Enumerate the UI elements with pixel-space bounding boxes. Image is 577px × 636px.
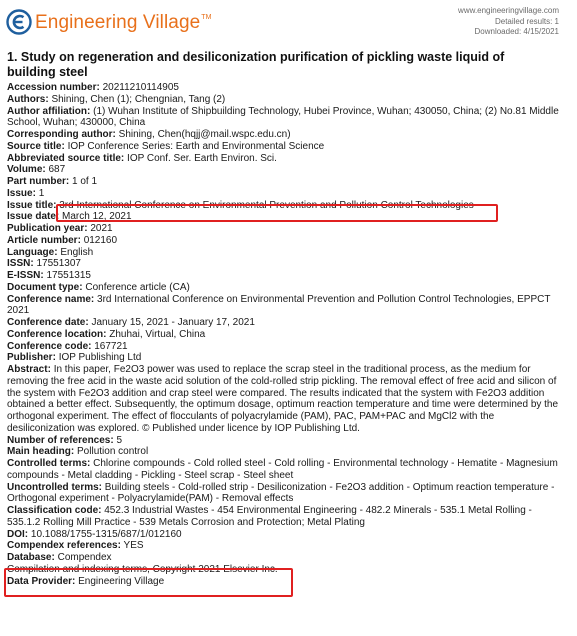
field-row (7, 153, 559, 165)
field-value: Compilation and indexing terms, Copyright 2021 Elsevier Inc. (7, 563, 278, 575)
field-label: Number of references: (7, 434, 114, 446)
field-label: Controlled terms: (7, 458, 91, 469)
field-value: March 12, 2021 (62, 211, 132, 223)
field-label: Conference date: (7, 317, 89, 328)
field-row (7, 129, 559, 141)
field-label: Source title: (7, 140, 65, 152)
highlight-database (4, 568, 293, 597)
brand-name[interactable]: Engineering Village™ (35, 12, 212, 33)
field-row (7, 446, 559, 458)
field-value: 3rd International Conference on Environmental Prevention and Pollution Control Technologies (59, 199, 474, 211)
field-label: ISSN: (7, 258, 34, 270)
field-value: Pollution control (77, 446, 149, 458)
field-label: Main heading: (7, 446, 75, 458)
field-value: (1) Wuhan Institute of Shipbuilding Technology, Hubei Province, Wuhan; 430050, China; (2) No.81 Middle School, Wuhan; 430000, China (7, 105, 559, 129)
field-label: Database: (7, 552, 55, 563)
field-label: Abstract: (7, 364, 51, 375)
field-value: English (60, 246, 94, 258)
field-label: Language: (7, 246, 58, 258)
field-row (7, 352, 559, 364)
field-label: Accession number: (7, 82, 100, 93)
field-row (7, 282, 559, 294)
field-value: Zhuhai, Virtual, China (109, 328, 206, 340)
field-label: Publication year: (7, 223, 88, 234)
field-value: Shining, Chen (1); Chengnian, Tang (2) (51, 93, 226, 105)
field-label: Author affiliation: (7, 105, 91, 117)
header (0, 0, 577, 44)
field-row (7, 482, 559, 506)
field-value: Conference article (CA) (85, 281, 190, 293)
field-value: Building steels - Cold-rolled strip - Desiliconization - Fe2O3 addition - Optimum reaction temperature - Orthogonal experiment - Polyacrylamide(PAM) - Removal effects (7, 481, 555, 505)
field-row (7, 258, 559, 270)
field-value: 3rd International Conference on Environmental Prevention and Pollution Control Technologies, EPPCT 2021 (7, 293, 551, 317)
field-label: Issue title: (7, 199, 57, 211)
field-row (7, 176, 559, 188)
field-value: 687 (48, 164, 66, 176)
field-value: 2021 (90, 223, 113, 234)
field-label: Abbreviated source title: (7, 152, 125, 164)
record-title: 1. Study on regeneration and desiliconization purification of pickling waste liquid of building steel (7, 50, 505, 79)
field-value: 1 (38, 187, 45, 199)
field-value: 17551315 (46, 270, 91, 281)
field-label: Issue date: (7, 211, 60, 223)
field-row (7, 458, 559, 482)
meta-downloaded: Downloaded: 4/15/2021 (474, 27, 559, 36)
field-label: Article number: (7, 234, 81, 246)
field-label: Volume: (7, 164, 46, 176)
field-label: Conference name: (7, 293, 95, 305)
field-label: Issue: (7, 187, 36, 199)
field-value: Compendex (57, 552, 112, 563)
field-row (7, 505, 559, 529)
field-row (7, 106, 559, 130)
field-row (7, 270, 559, 282)
record-fields (7, 82, 559, 587)
field-value: IOP Conference Series: Earth and Environmental Science (67, 140, 325, 152)
field-label: Publisher: (7, 352, 56, 364)
field-row (7, 82, 559, 94)
field-value: 167721 (94, 340, 128, 352)
field-value: 10.1088/1755-1315/687/1/012160 (30, 528, 182, 540)
meta-results: Detailed results: 1 (494, 16, 559, 26)
field-value: YES (123, 540, 144, 552)
field-value: Chlorine compounds - Cold rolled steel - Cold rolling - Environmental technology - Hematite - Magnesium compounds - Metal cladding - Pickling - Steel scrap - Steel sheet (7, 458, 558, 481)
field-label: Conference location: (7, 328, 107, 340)
field-row (7, 364, 559, 435)
field-label: Document type: (7, 281, 83, 293)
field-row (7, 141, 559, 153)
field-row (7, 294, 559, 318)
field-value: In this paper, Fe2O3 power was used to replace the scrap steel in the traditional process, as the medium for removing the free acid in the waste acid solution of the cold-rolled strip pickling. The removal effect of free acid and silicon of the system with Fe2O3 addition and crap steel were compared. The results indicated that the system with Fe2O3 addition obtained a better effect. Subsequently, the optimum dosage, optimum reaction temperature and time were determined by the orthogonal experiment. The effect of flocculants of polyacrylamide (PAM), PAC, PAM+PAC and MgCl2 with the desiliconization was explored. © Published under licence by IOP Publishing Ltd. (7, 364, 559, 434)
field-value: IOP Conf. Ser. Earth Environ. Sci. (127, 152, 277, 164)
field-row (7, 235, 559, 247)
field-value: 5 (116, 434, 123, 446)
field-value: IOP Publishing Ltd (58, 352, 142, 364)
trademark: TM (201, 14, 212, 21)
field-label: Compendex references: (7, 540, 121, 552)
field-row (7, 552, 559, 564)
field-label: E-ISSN: (7, 270, 44, 281)
field-row (7, 164, 559, 176)
field-row (7, 94, 559, 106)
meta-site: www.engineeringvillage.com (458, 6, 559, 15)
field-value: January 15, 2021 - January 17, 2021 (91, 317, 255, 328)
field-row (7, 247, 559, 259)
field-value: 452.3 Industrial Wastes - 454 Environmental Engineering - 482.2 Minerals - 535.1 Metal Rolling - 535.1.2 Rolling Mill Practice - 539 Metals Corrosion and Protection; Metal Plating (7, 505, 532, 528)
field-label: Data Provider: (7, 575, 76, 587)
field-label: Classification code: (7, 505, 102, 516)
field-row (7, 341, 559, 353)
field-label: Authors: (7, 93, 49, 105)
field-value: Shining, Chen(hqjj@mail.wspc.edu.cn) (118, 129, 291, 140)
field-label: DOI: (7, 528, 29, 540)
field-row (7, 540, 559, 552)
field-label: Uncontrolled terms: (7, 481, 103, 493)
field-label: Conference code: (7, 340, 92, 352)
field-value: 20211210114905 (102, 82, 179, 93)
field-value: 17551307 (36, 258, 81, 270)
engineering-village-logo-icon (6, 9, 32, 35)
field-row (7, 188, 559, 200)
field-value: Engineering Village (78, 575, 165, 587)
field-row (7, 329, 559, 341)
field-row (7, 529, 559, 541)
field-label: Part number: (7, 176, 70, 187)
field-value: 1 of 1 (72, 176, 98, 187)
field-label: Corresponding author: (7, 129, 116, 140)
field-row (7, 317, 559, 329)
field-value: 012160 (83, 234, 118, 246)
download-meta (458, 6, 559, 38)
field-row (7, 223, 559, 235)
highlight-issue-title (56, 204, 498, 222)
field-row (7, 435, 559, 447)
